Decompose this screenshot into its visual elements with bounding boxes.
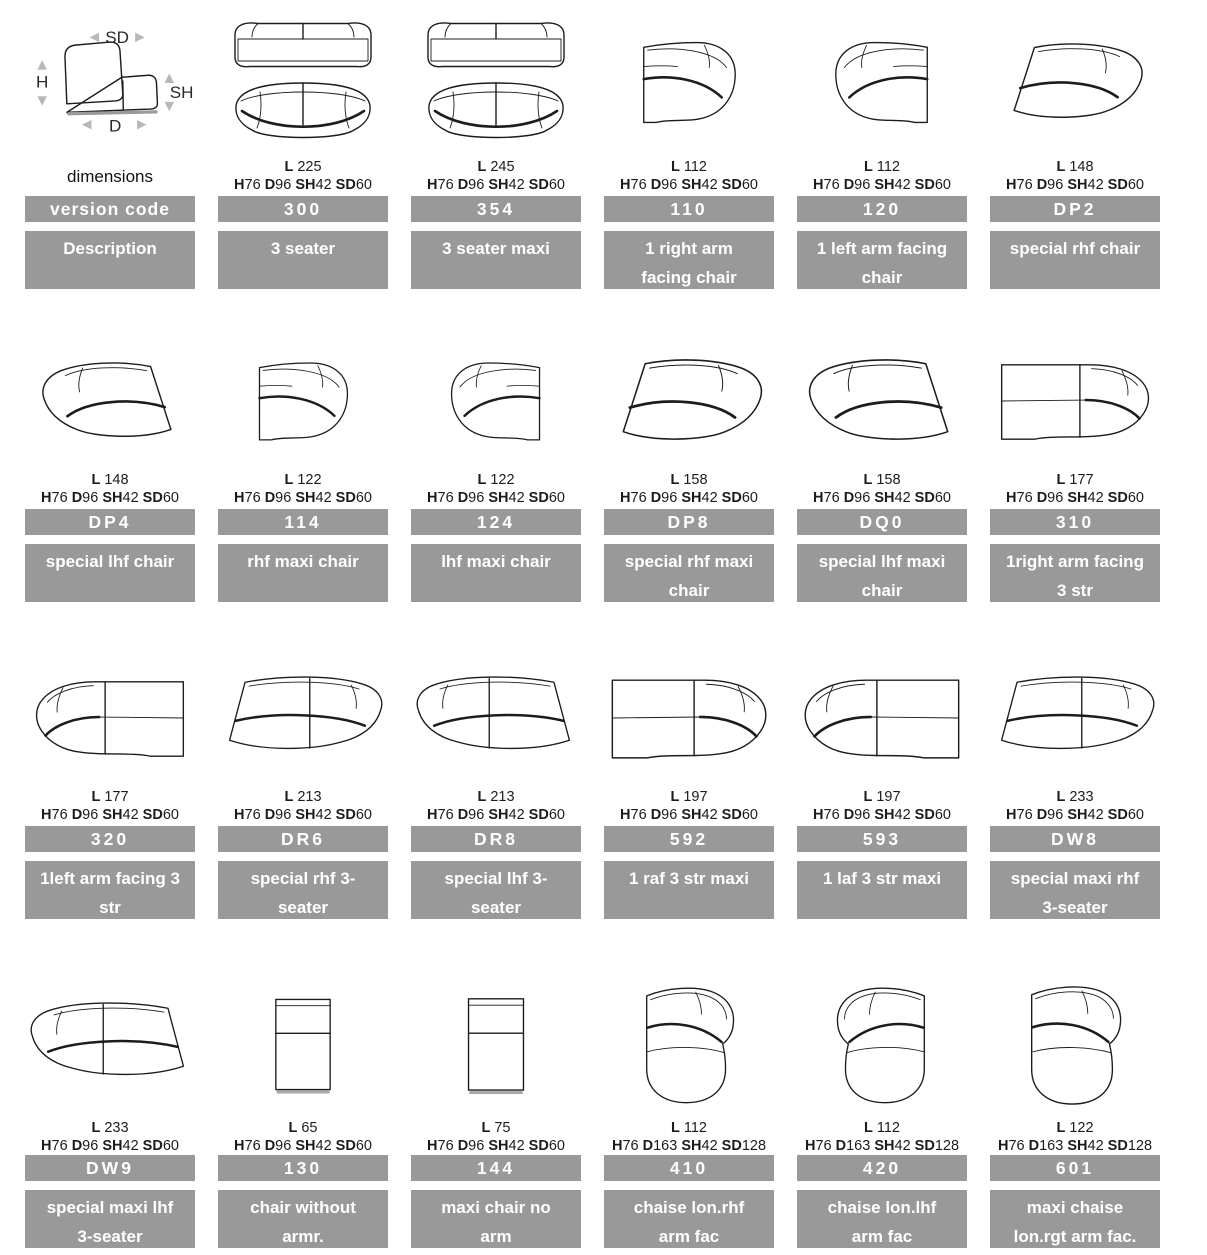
description-line: arm [480,1227,512,1246]
version-code-value: 320 [25,826,195,852]
raf-3str-maxi-plan-icon [606,672,772,764]
version-code-value: DR6 [218,826,388,852]
left-arrow-icon [82,120,91,129]
version-code-value: 410 [604,1155,774,1181]
description-line: 3 str [1057,581,1093,600]
raf-chair-plan-icon [637,36,741,128]
length-value: L 122 [284,472,322,488]
dims-value: H76 D96 SH42 SD60 [620,490,758,506]
module-dims [797,788,967,826]
module-dims [604,1119,774,1155]
length-value: L 148 [1056,159,1094,175]
description-value [411,231,581,289]
description-value [25,544,195,602]
laf-3str-maxi-plan-icon [799,672,965,764]
description-header-label: Description [63,239,157,258]
module-dims [411,788,581,826]
module-dims [604,471,774,509]
description-line: rhf maxi chair [247,552,359,571]
special-rhf-3-seater-plan-icon [218,671,388,765]
description-line: 1 left arm facing [816,239,948,258]
legend-cell [25,6,195,289]
special-rhf-chair-plan-drawing [990,6,1160,158]
description-value [604,231,774,289]
special-maxi-rhf-3-seater-plan-drawing [990,648,1160,788]
special-maxi-lhf-3-seater-plan-drawing [25,969,195,1119]
dims-value: H76 D96 SH42 SD60 [427,807,565,823]
description-value [25,861,195,919]
dims-value: H76 D96 SH42 SD60 [1006,490,1144,506]
description-line: chair [668,581,710,600]
chaise-rhf-plan-icon [639,981,739,1107]
dims-value: H76 D96 SH42 SD60 [427,1138,565,1154]
description-line: seater [470,898,522,917]
chaise-rhf-plan-drawing [604,969,774,1119]
module-dims [218,788,388,826]
length-value: L 75 [481,1120,511,1136]
module-cell-DQ0 [797,331,967,602]
module-cell-DP8 [604,331,774,602]
length-value: L 233 [1056,789,1094,805]
dimension-legend-drawing [25,6,195,158]
dims-value: H76 D96 SH42 SD60 [427,490,565,506]
dims-value: H76 D96 SH42 SD60 [234,807,372,823]
dims-value: H76 D96 SH42 SD60 [620,807,758,823]
description-value [411,1190,581,1248]
description-value [604,544,774,602]
special-rhf-maxi-chair-plan-drawing [604,331,774,471]
module-cell-110 [604,6,774,289]
length-value: L 122 [477,472,515,488]
module-dims [25,788,195,826]
description-line: chaise lon.rhf [633,1198,745,1217]
version-code-value: DW9 [25,1155,195,1181]
description-line: chaise lon.lhf [827,1198,937,1217]
dims-value: H76 D96 SH42 SD60 [41,1138,179,1154]
dims-value: H76 D96 SH42 SD60 [427,177,565,193]
module-cell-601 [990,969,1160,1248]
armless-chair-plan-drawing [218,969,388,1119]
length-value: L 177 [1056,472,1094,488]
special-lhf-3-seater-plan-drawing [411,648,581,788]
module-cell-124 [411,331,581,602]
description-line: special lhf 3- [444,869,548,888]
lhf-maxi-chair-plan-icon [446,353,546,449]
special-lhf-maxi-chair-plan-drawing [797,331,967,471]
description-line: 1 raf 3 str maxi [628,869,749,888]
description-value [797,861,967,919]
length-value: L 158 [863,472,901,488]
version-code-value: 124 [411,509,581,535]
dims-value: H76 D96 SH42 SD60 [1006,807,1144,823]
module-dims [797,1119,967,1155]
description-value [218,544,388,602]
module-dims [218,471,388,509]
length-value: L 177 [91,789,129,805]
description-line: maxi chaise [1026,1198,1124,1217]
laf-3str-plan-icon [29,674,191,762]
length-value: L 112 [670,1120,707,1136]
version-code-value: DR8 [411,826,581,852]
description-line: special maxi lhf [46,1198,174,1217]
version-code-value: DP2 [990,196,1160,222]
module-dims [797,471,967,509]
description-line: special rhf 3- [250,869,356,888]
description-line: armr. [282,1227,324,1246]
right-arrow-icon [137,120,146,129]
down-arrow-icon [37,96,46,105]
module-cell-DP2 [990,6,1160,289]
laf-chair-plan-icon [830,36,934,128]
module-cell-320 [25,648,195,919]
version-code-value: 310 [990,509,1160,535]
description-value [990,231,1160,289]
left-arrow-icon [90,33,99,42]
lhf-maxi-chair-plan-drawing [411,331,581,471]
maxi-chaise-rgt-plan-icon [1021,981,1129,1107]
version-code-value: 130 [218,1155,388,1181]
raf-3str-plan-drawing [990,331,1160,471]
raf-3str-maxi-plan-drawing [604,648,774,788]
module-cell-130 [218,969,388,1248]
modules-row-3 [0,648,1207,919]
laf-chair-plan-drawing [797,6,967,158]
dims-value: H76 D96 SH42 SD60 [41,490,179,506]
length-value: L 112 [863,159,900,175]
description-line: maxi chair no [441,1198,551,1217]
sofa-3-seater-plan-drawing [218,6,388,158]
sofa-3-seater-maxi-plan-drawing [411,6,581,158]
description-line: chair [861,581,903,600]
laf-3str-maxi-plan-drawing [797,648,967,788]
description-line: lon.rgt arm fac. [1013,1227,1137,1246]
laf-3str-plan-drawing [25,648,195,788]
description-value [411,861,581,919]
right-arrow-icon [135,33,144,42]
up-arrow-icon [165,73,174,82]
description-line: 1 laf 3 str maxi [822,869,942,888]
module-cell-DR8 [411,648,581,919]
rhf-maxi-chair-plan-icon [253,353,353,449]
version-code-value: 114 [218,509,388,535]
module-cell-354 [411,6,581,289]
length-value: L 158 [670,472,708,488]
description-value [990,544,1160,602]
sd-label: SD [105,28,129,48]
sofa-3-seater-maxi-plan-icon [412,18,580,146]
description-value [797,544,967,602]
version-code-value: DW8 [990,826,1160,852]
h-label: H [36,72,49,92]
special-lhf-maxi-chair-plan-icon [805,355,959,447]
module-cell-DP4 [25,331,195,602]
description-value [25,1190,195,1248]
length-value: L 233 [91,1120,129,1136]
module-cell-DR6 [218,648,388,919]
module-cell-DW9 [25,969,195,1248]
description-value [604,1190,774,1248]
module-cell-410 [604,969,774,1248]
armless-maxi-chair-plan-drawing [411,969,581,1119]
description-line: 3 seater [270,239,336,258]
description-header [25,231,195,289]
module-cell-144 [411,969,581,1248]
version-code-value: 120 [797,196,967,222]
dimensions-caption-wrap [25,158,195,196]
special-rhf-chair-plan-icon [1004,39,1146,125]
length-value: L 122 [1056,1120,1094,1136]
down-arrow-icon [165,102,174,111]
modules-row-2 [0,331,1207,602]
special-lhf-3-seater-plan-icon [411,671,581,765]
module-cell-114 [218,331,388,602]
dims-value: H76 D96 SH42 SD60 [41,807,179,823]
description-line: facing chair [641,268,737,287]
sofa-side-view-icon [65,42,157,114]
description-line: special maxi rhf [1010,869,1140,888]
module-dims [25,1119,195,1155]
module-cell-420 [797,969,967,1248]
description-line: special lhf maxi [818,552,946,571]
module-dims [411,471,581,509]
description-line: arm fac [851,1227,913,1246]
modules-row-4 [0,969,1207,1248]
module-dims [990,788,1160,826]
module-dims [218,158,388,196]
description-value [218,1190,388,1248]
version-code-value: 592 [604,826,774,852]
description-line: special rhf chair [1009,239,1141,258]
description-line: special rhf maxi [624,552,754,571]
version-code-value: 593 [797,826,967,852]
dims-value: H76 D96 SH42 SD60 [620,177,758,193]
module-dims [411,158,581,196]
description-value [797,231,967,289]
dims-value: H76 D163 SH42 SD128 [611,1138,767,1154]
modules-row-1 [0,0,1207,289]
description-line: special lhf chair [45,552,175,571]
special-rhf-maxi-chair-plan-icon [612,355,766,447]
description-line: str [99,898,121,917]
description-value [604,861,774,919]
dims-value: H76 D96 SH42 SD60 [813,807,951,823]
dims-value: H76 D96 SH42 SD60 [234,177,372,193]
version-code-value: 300 [218,196,388,222]
description-value [411,544,581,602]
dims-value: H76 D163 SH42 SD128 [804,1138,960,1154]
length-value: L 245 [477,159,515,175]
module-dims [218,1119,388,1155]
version-code-value: DP4 [25,509,195,535]
module-cell-310 [990,331,1160,602]
version-code-value: 354 [411,196,581,222]
dims-value: H76 D96 SH42 SD60 [1006,177,1144,193]
module-dims [990,471,1160,509]
version-code-header: version code [25,196,195,222]
description-line: 3-seater [1042,898,1108,917]
description-line: 1 right arm [645,239,733,258]
special-lhf-chair-plan-icon [39,358,181,444]
length-value: L 112 [863,1120,900,1136]
length-value: L 197 [863,789,901,805]
dims-value: H76 D96 SH42 SD60 [234,490,372,506]
description-line: chair without [250,1198,356,1217]
description-line: arm fac [658,1227,720,1246]
armless-maxi-chair-plan-icon [458,992,534,1096]
up-arrow-icon [37,60,46,69]
length-value: L 225 [284,159,322,175]
maxi-chaise-rgt-plan-drawing [990,969,1160,1119]
module-cell-592 [604,648,774,919]
description-line: lhf maxi chair [441,552,551,571]
sofa-3-seater-plan-icon [228,18,378,146]
sh-label: SH [169,83,193,103]
module-dims [990,158,1160,196]
length-value: L 112 [670,159,707,175]
version-code-value: 110 [604,196,774,222]
dimension-legend-icon [27,22,193,142]
module-cell-593 [797,648,967,919]
version-code-value: 144 [411,1155,581,1181]
description-line: 1left arm facing 3 [40,869,180,888]
module-cell-DW8 [990,648,1160,919]
dims-value: H76 D96 SH42 SD60 [813,177,951,193]
raf-3str-plan-icon [994,357,1156,445]
description-value [218,861,388,919]
raf-chair-plan-drawing [604,6,774,158]
dims-value: H76 D96 SH42 SD60 [813,490,951,506]
chaise-lhf-plan-drawing [797,969,967,1119]
length-value: L 197 [670,789,708,805]
module-dims [604,158,774,196]
module-dims [797,158,967,196]
version-code-value: 420 [797,1155,967,1181]
rhf-maxi-chair-plan-drawing [218,331,388,471]
special-maxi-rhf-3-seater-plan-icon [990,669,1160,767]
description-line: 3 seater maxi [442,239,550,258]
module-cell-300 [218,6,388,289]
version-code-value: 601 [990,1155,1160,1181]
version-code-value: DQ0 [797,509,967,535]
special-lhf-chair-plan-drawing [25,331,195,471]
d-label: D [109,116,122,136]
description-value [990,1190,1160,1248]
dims-value: H76 D163 SH42 SD128 [997,1138,1153,1154]
special-maxi-lhf-3-seater-plan-icon [25,995,195,1093]
description-line: 1right arm facing [1006,552,1144,571]
length-value: L 65 [288,1120,318,1136]
description-line: chair [861,268,903,287]
length-value: L 148 [91,472,129,488]
description-value [990,861,1160,919]
description-line: 3-seater [77,1227,143,1246]
dimensions-caption: dimensions [67,167,153,186]
module-dims [411,1119,581,1155]
module-dims [25,471,195,509]
module-dims [604,788,774,826]
description-line: seater [277,898,329,917]
length-value: L 213 [477,789,515,805]
special-rhf-3-seater-plan-drawing [218,648,388,788]
armless-chair-plan-icon [271,992,335,1096]
description-value [218,231,388,289]
description-value [797,1190,967,1248]
chaise-lhf-plan-icon [832,981,932,1107]
length-value: L 213 [284,789,322,805]
module-dims [990,1119,1160,1155]
module-cell-120 [797,6,967,289]
dims-value: H76 D96 SH42 SD60 [234,1138,372,1154]
version-code-value: DP8 [604,509,774,535]
